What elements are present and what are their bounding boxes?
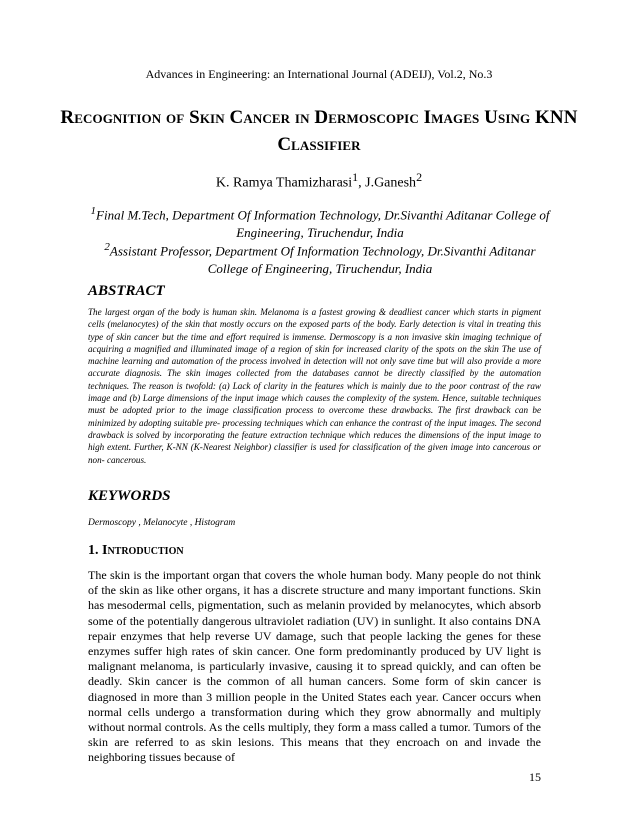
abstract-heading: ABSTRACT	[88, 283, 165, 299]
author-name: J.Ganesh	[365, 175, 417, 191]
keywords-heading: KEYWORDS	[88, 488, 171, 504]
introduction-text: The skin is the important organ that covers the whole human body. Many people do not think of the skin as like other organs, it has a discrete structure and many important functions. Skin has mesodermal cells, pigmentation, such as melanin provided by melanocytes, which absorb some of the potentially dangerous ultraviolet radiation (UV) in sunlight. It also contains DNA repair enzymes that help reverse UV damage, such that people lacking the genes for these enzymes suffer high rates of skin cancer. One form predominantly produced by UV light is malignant melanoma, is particularly invasive, causing it to spread quickly, and can often be deadly. Skin cancer is the common of all human cancers. Some form of skin cancer is diagnosed in more than 3 million people in the United States each year. Cancer occurs when normal cells undergo a transformation during which they grow abnormally and multiply without normal controls. As the cells multiply, they form a mass called a tumor. Tumors of the skin are referred to as skin lesions. This means that they encroach on and invade the neighboring tissues because of	[88, 568, 541, 765]
author-separator: ,	[358, 175, 366, 191]
author-line	[0, 170, 638, 192]
affiliation-text: Assistant Professor, Department Of Information Technology, Dr.Sivanthi Aditanar College of Engineering, Tiruchendur, India	[109, 243, 536, 277]
affiliation	[85, 202, 555, 242]
abstract-text: The largest organ of the body is human skin. Melanoma is a fastest growing & deadliest cancer which starts in pigment cells (melanocytes) of the skin that mostly occurs on the exposed parts of the body. Early detection is vital in treating this type of skin cancer but the time and effort required is immense. Dermoscopy is a non invasive skin imaging technique of acquiring a magnified and illuminated image of a region of skin for increased clarity of the spots on the skin The use of machine learning and automation of the process involved in detection will not only save time but will also provide a more accurate diagnosis. The skin images collected from the databases cannot be directly classified by the automation techniques. The reason is twofold: (a) Lack of clarity in the features which is mainly due to the poor contrast of the raw image and (b) Large dimensions of the input image which causes the complexity of the system. Hence, suitable techniques must be adopted prior to the image classification process to overcome these drawbacks. The first drawback can be minimized by adopting suitable pre- processing techniques which can enhance the contrast of the input images. The second drawback is solved by incorporating the feature extraction technique which reduces the dimensions of the input image to high extent. Further, K-NN (K-Nearest Neighbor) classifier is used for classification of the given image into cancerous or non- cancerous.	[88, 307, 541, 465]
affiliation-superscript: 1	[90, 205, 97, 217]
author-superscript: 1	[352, 170, 359, 184]
page-number: 15	[529, 770, 541, 784]
keywords-text: Dermoscopy , Melanocyte , Histogram	[88, 518, 236, 528]
author-superscript: 2	[416, 170, 423, 184]
affiliation-text: Final M.Tech, Department Of Information Technology, Dr.Sivanthi Aditanar College of Engineering, Tiruchendur, India	[96, 207, 550, 241]
paper-title: Recognition of Skin Cancer in Dermoscopic Images Using KNN Classifier	[60, 107, 578, 155]
running-head: Advances in Engineering: an International Journal (ADEIJ), Vol.2, No.3	[145, 67, 493, 81]
affiliation	[85, 238, 555, 278]
introduction-heading: 1. Introduction	[88, 543, 184, 558]
affiliation-superscript: 2	[104, 241, 110, 253]
author-name: K. Ramya Thamizharasi	[215, 175, 353, 191]
